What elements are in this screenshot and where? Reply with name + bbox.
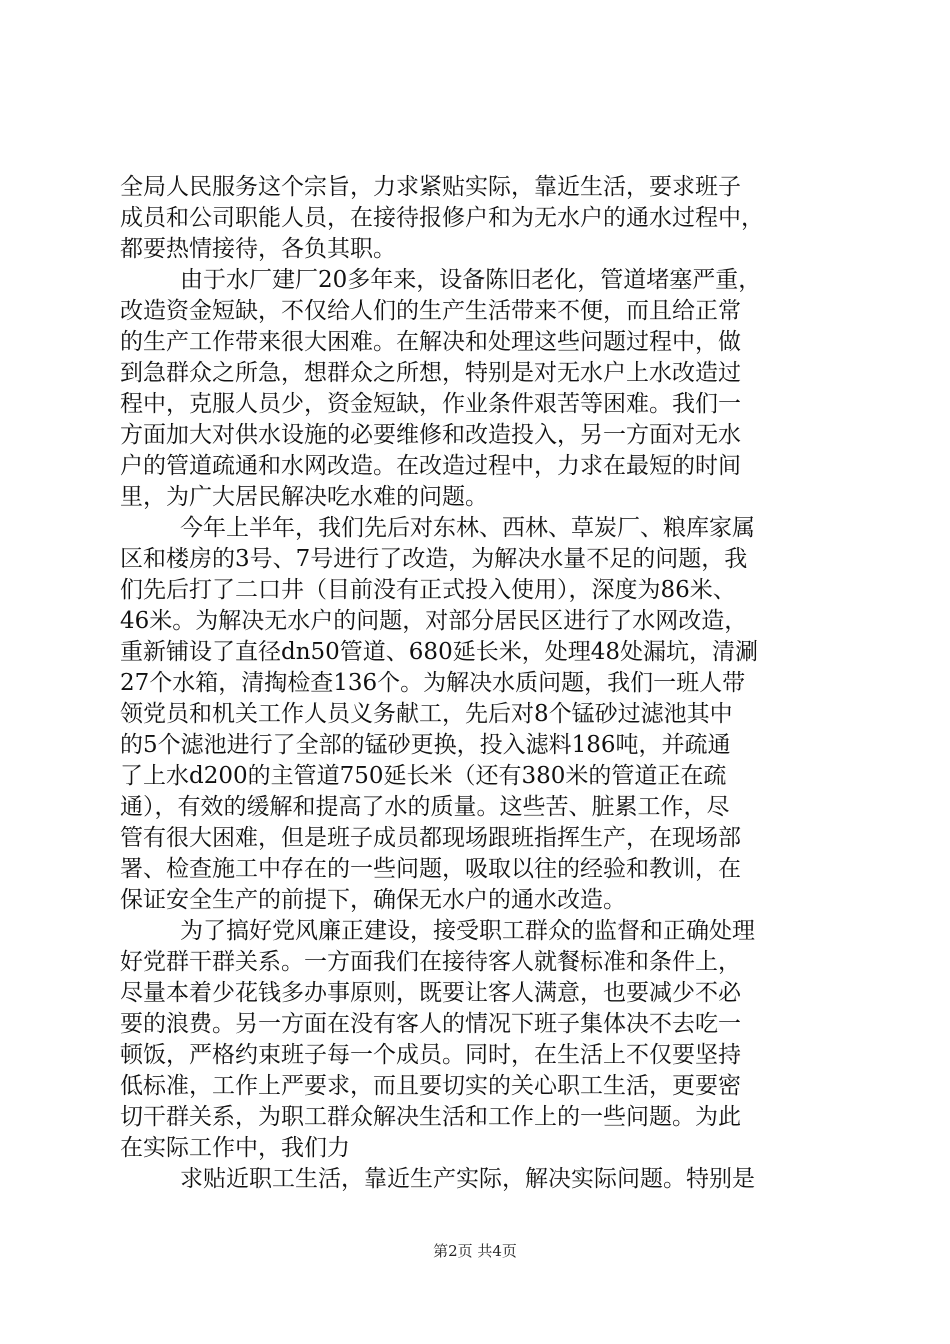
text-line: 尽量本着少花钱多办事原则，既要让客人满意，也要减少不必 [120,980,741,1006]
text-line: 通），有效的缓解和提高了水的质量。这些苦、脏累工作，尽 [120,794,730,820]
text-line: 署、检查施工中存在的一些问题，吸取以往的经验和教训，在 [120,856,741,882]
text-line: 方面加大对供水设施的必要维修和改造投入，另一方面对无水 [120,422,741,448]
text-line: 求贴近职工生活，靠近生产实际，解决实际问题。特别是 [180,1166,755,1192]
text-line: 在实际工作中，我们力 [120,1135,350,1161]
text-line: 重新铺设了直径dn50管道、680延长米，处理48处漏坑，清涮 [120,639,758,665]
text-line: 要的浪费。另一方面在没有客人的情况下班子集体决不去吃一 [120,1011,741,1037]
text-line: 为了搞好党风廉正建设，接受职工群众的监督和正确处理 [180,918,755,944]
text-line: 程中，克服人员少，资金短缺，作业条件艰苦等困难。我们一 [120,391,741,417]
text-line: 们先后打了二口井（目前没有正式投入使用），深度为86米、 [120,577,736,603]
text-line: 到急群众之所急，想群众之所想，特别是对无水户上水改造过 [120,360,741,386]
page-footer: 第2页 共4页 [433,1242,517,1260]
text-line: 了上水d200的主管道750延长米（还有380米的管道正在疏 [120,763,727,789]
text-line: 今年上半年，我们先后对东林、西林、草炭厂、粮库家属 [180,515,755,541]
text-line: 好党群干群关系。一方面我们在接待客人就餐标准和条件上， [120,949,741,975]
text-line: 成员和公司职能人员，在接待报修户和为无水户的通水过程中， [120,205,764,231]
text-line: 由于水厂建厂20多年来，设备陈旧老化，管道堵塞严重， [180,267,762,293]
text-line: 里，为广大居民解决吃水难的问题。 [120,484,488,510]
text-line: 46米。为解决无水户的问题，对部分居民区进行了水网改造， [120,608,748,634]
text-line: 改造资金短缺，不仅给人们的生产生活带来不便，而且给正常 [120,298,741,324]
text-line: 领党员和机关工作人员义务献工，先后对8个锰砂过滤池其中 [120,701,733,727]
text-line: 的生产工作带来很大困难。在解决和处理这些问题过程中，做 [120,329,741,355]
text-line: 保证安全生产的前提下，确保无水户的通水改造。 [120,887,626,913]
text-line: 顿饭，严格约束班子每一个成员。同时，在生活上不仅要坚持 [120,1042,741,1068]
text-line: 的5个滤池进行了全部的锰砂更换，投入滤料186吨，并疏通 [120,732,731,758]
text-line: 切干群关系，为职工群众解决生活和工作上的一些问题。为此 [120,1104,741,1130]
text-line: 区和楼房的3号、7号进行了改造，为解决水量不足的问题，我 [120,546,748,572]
text-line: 全局人民服务这个宗旨，力求紧贴实际，靠近生活，要求班子 [120,174,741,200]
text-line: 管有很大困难，但是班子成员都现场跟班指挥生产，在现场部 [120,825,741,851]
text-line: 低标准，工作上严要求，而且要切实的关心职工生活，更要密 [120,1073,741,1099]
text-line: 27个水箱，清掏检查136个。为解决水质问题，我们一班人带 [120,670,746,696]
body-text [120,172,840,1195]
text-line: 都要热情接待，各负其职。 [120,236,396,262]
text-line: 户的管道疏通和水网改造。在改造过程中，力求在最短的时间 [120,453,741,479]
